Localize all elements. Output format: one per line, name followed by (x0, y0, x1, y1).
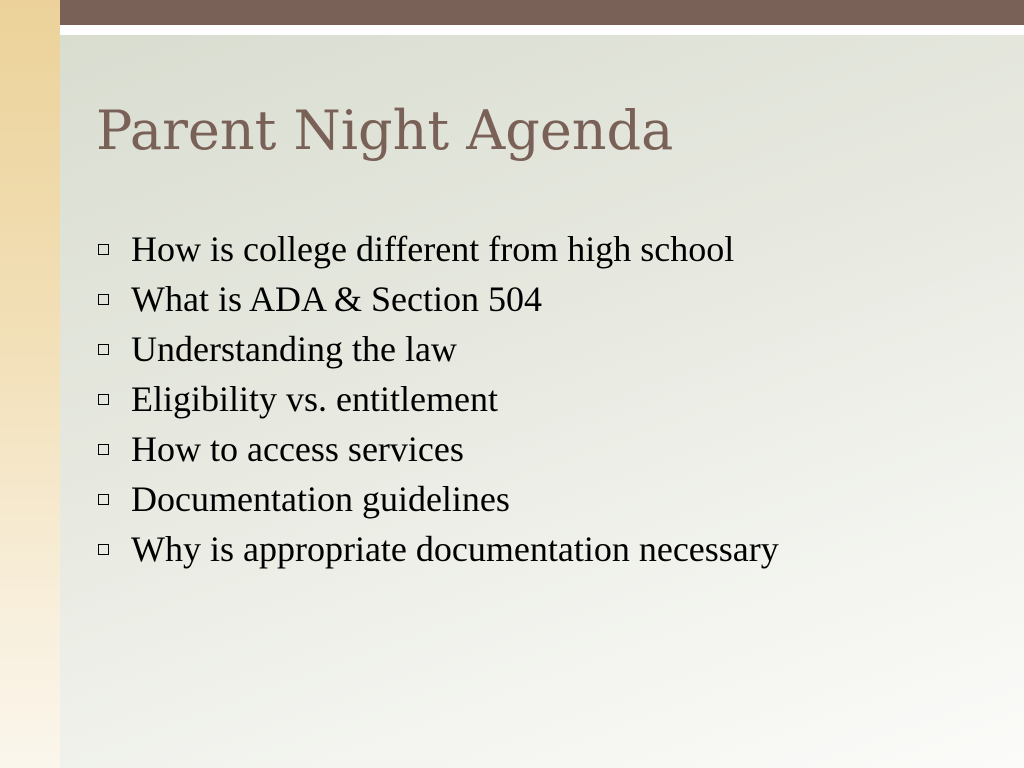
list-item (98, 374, 779, 424)
agenda-list (98, 224, 779, 574)
top-accent-bar (60, 0, 1024, 25)
list-item-label: How to access services (131, 429, 464, 469)
square-outline-icon (98, 394, 109, 405)
list-item-label: Why is appropriate documentation necessary (131, 529, 779, 569)
square-outline-icon (98, 344, 109, 355)
slide-title: Parent Night Agenda (96, 99, 674, 162)
square-outline-icon (98, 244, 109, 255)
list-item-label: Understanding the law (131, 329, 457, 369)
left-accent-strip (0, 0, 60, 768)
list-item (98, 274, 779, 324)
list-item-label: Documentation guidelines (131, 479, 510, 519)
square-outline-icon (98, 444, 109, 455)
list-item (98, 424, 779, 474)
list-item (98, 324, 779, 374)
list-item (98, 224, 779, 274)
top-divider (60, 25, 1024, 35)
list-item (98, 474, 779, 524)
square-outline-icon (98, 544, 109, 555)
list-item-label: How is college different from high school (131, 229, 735, 269)
square-outline-icon (98, 494, 109, 505)
list-item (98, 524, 779, 574)
square-outline-icon (98, 294, 109, 305)
list-item-label: What is ADA & Section 504 (131, 279, 542, 319)
list-item-label: Eligibility vs. entitlement (131, 379, 498, 419)
